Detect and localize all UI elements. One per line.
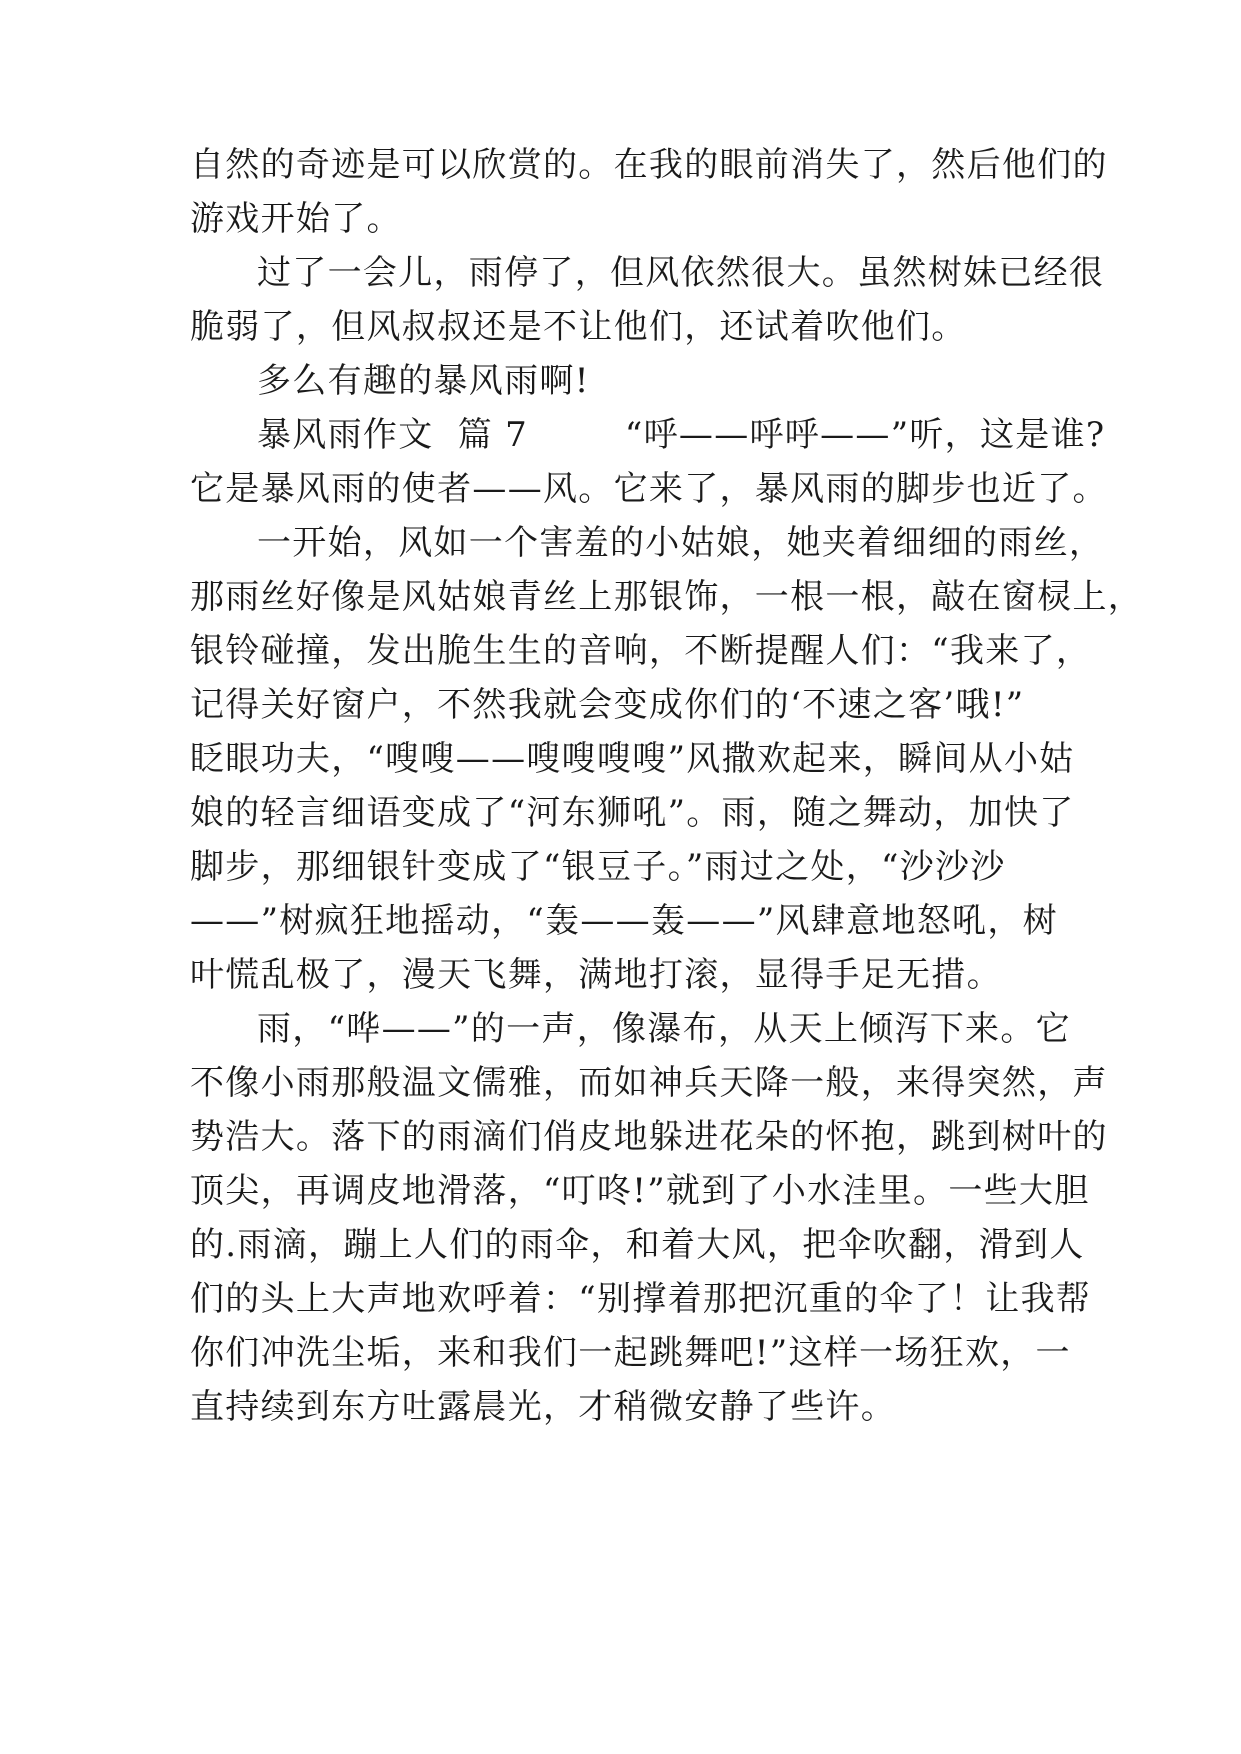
paragraph-start-line: 多么有趣的暴风雨啊! xyxy=(257,361,590,401)
text-line: 自然的奇迹是可以欣赏的。在我的眼前消失了，然后他们的 xyxy=(190,145,1108,185)
text-line: 不像小雨那般温文儒雅，而如神兵天降一般，来得突然，声 xyxy=(190,1063,1108,1103)
text-line: 你们冲洗尘垢，来和我们一起跳舞吧!”这样一场狂欢，一 xyxy=(190,1333,1071,1373)
paragraph-start-line: 一开始，风如一个害羞的小姑娘，她夹着细细的雨丝， xyxy=(257,523,1105,563)
text-line: ——”树疯狂地摇动，“轰——轰——”风肆意地怒吼，树 xyxy=(190,901,1058,941)
text-line: 们的头上大声地欢呼着：“别撑着那把沉重的伞了！让我帮 xyxy=(190,1279,1092,1319)
text-line: 眨眼功夫，“嗖嗖——嗖嗖嗖嗖”风撒欢起来，瞬间从小姑 xyxy=(190,739,1075,779)
text-line: 顶尖，再调皮地滑落，“叮咚!”就到了小水洼里。一些大胆 xyxy=(190,1171,1090,1211)
text-line: 叶慌乱极了，漫天飞舞，满地打滚，显得手足无措。 xyxy=(190,955,1002,995)
paragraph-start-line: 过了一会儿，雨停了，但风依然很大。虽然树妹已经很 xyxy=(257,253,1105,293)
text-line: 脚步，那细银针变成了“银豆子。”雨过之处，“沙沙沙 xyxy=(190,847,1006,887)
text-line: 它是暴风雨的使者——风。它来了，暴风雨的脚步也近了。 xyxy=(190,469,1108,509)
text-line: 娘的轻言细语变成了“河东狮吼”。雨，随之舞动，加快了 xyxy=(190,793,1075,833)
text-line: 势浩大。落下的雨滴们俏皮地躲进花朵的怀抱，跳到树叶的 xyxy=(190,1117,1108,1157)
text-line: 的.雨滴，蹦上人们的雨伞，和着大风，把伞吹翻，滑到人 xyxy=(190,1225,1085,1265)
text-line: 脆弱了，但风叔叔还是不让他们，还试着吹他们。 xyxy=(190,307,967,347)
text-line: 记得关好窗户，不然我就会变成你们的‘不速之客’哦!” xyxy=(190,685,1025,725)
text-line: 游戏开始了。 xyxy=(190,199,402,239)
paragraph-start-line: 雨，“哗——”的一声，像瀑布，从天上倾泻下来。它 xyxy=(257,1009,1071,1049)
section-heading-line: 暴风雨作文 篇 7 “呼——呼呼——”听，这是谁? xyxy=(257,415,1106,455)
text-line: 银铃碰撞，发出脆生生的音响，不断提醒人们：“我来了， xyxy=(190,631,1092,671)
text-line: 直持续到东方吐露晨光，才稍微安静了些许。 xyxy=(190,1387,896,1427)
text-line: 那雨丝好像是风姑娘青丝上那银饰，一根一根，敲在窗棂上， xyxy=(190,577,1144,617)
